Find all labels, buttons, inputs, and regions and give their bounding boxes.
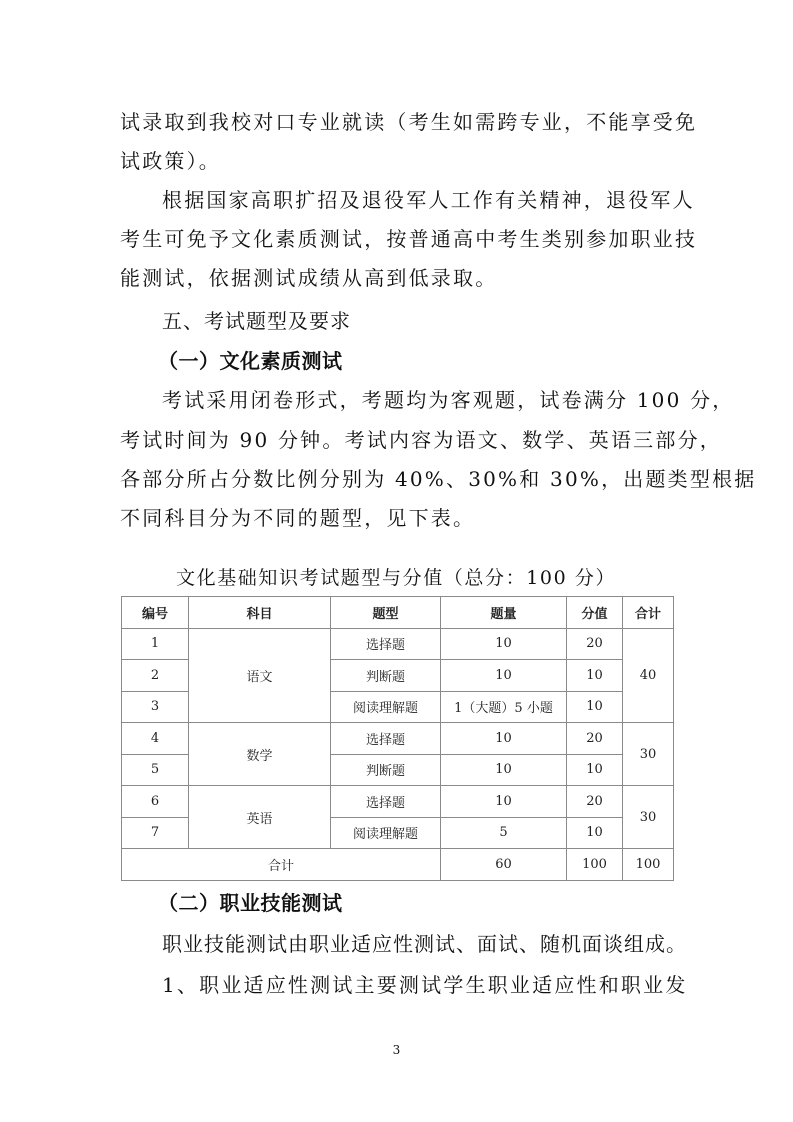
cell-count: 10 bbox=[441, 660, 567, 692]
paragraph-line: 不同科目分为不同的题型，见下表。 bbox=[120, 506, 476, 530]
cell-count: 10 bbox=[441, 786, 567, 818]
header-subject: 科目 bbox=[189, 597, 331, 629]
page-number: 3 bbox=[392, 1043, 401, 1057]
footer-total: 100 bbox=[623, 849, 674, 881]
table-row bbox=[122, 723, 674, 755]
footer-score: 100 bbox=[567, 849, 623, 881]
cell-subject: 英语 bbox=[189, 786, 331, 849]
cell-score: 20 bbox=[567, 723, 623, 755]
cell-score: 20 bbox=[567, 628, 623, 660]
cell-count: 10 bbox=[441, 723, 567, 755]
cell-type: 判断题 bbox=[331, 754, 441, 786]
header-count: 题量 bbox=[441, 597, 567, 629]
cell-score: 10 bbox=[567, 754, 623, 786]
cell-no: 7 bbox=[122, 817, 189, 849]
cell-type: 选择题 bbox=[331, 628, 441, 660]
paragraph-line: 1、职业适应性测试主要测试学生职业适应性和职业发 bbox=[162, 973, 688, 997]
table-caption: 文化基础知识考试题型与分值（总分：100 分） bbox=[176, 567, 617, 589]
paragraph-line: 根据国家高职扩招及退役军人工作有关精神，退役军人 bbox=[162, 188, 695, 212]
cell-count: 1（大题）5 小题 bbox=[441, 691, 567, 723]
header-score: 分值 bbox=[567, 597, 623, 629]
paragraph-line: 职业技能测试由职业适应性测试、面试、随机面谈组成。 bbox=[162, 932, 687, 956]
cell-no: 5 bbox=[122, 754, 189, 786]
cell-subject: 语文 bbox=[189, 628, 331, 723]
header-type: 题型 bbox=[331, 597, 441, 629]
footer-count: 60 bbox=[441, 849, 567, 881]
cell-total: 30 bbox=[623, 786, 674, 849]
cell-type: 判断题 bbox=[331, 660, 441, 692]
cell-subject: 数学 bbox=[189, 723, 331, 786]
paragraph-line: 考生可免予文化素质测试，按普通高中考生类别参加职业技 bbox=[120, 227, 698, 251]
cell-score: 10 bbox=[567, 660, 623, 692]
exam-score-table bbox=[121, 596, 674, 881]
table-footer-row bbox=[122, 849, 674, 881]
cell-no: 4 bbox=[122, 723, 189, 755]
cell-type: 选择题 bbox=[331, 786, 441, 818]
cell-count: 5 bbox=[441, 817, 567, 849]
header-no: 编号 bbox=[122, 597, 189, 629]
cell-total: 40 bbox=[623, 628, 674, 723]
cell-no: 1 bbox=[122, 628, 189, 660]
cell-score: 20 bbox=[567, 786, 623, 818]
cell-no: 2 bbox=[122, 660, 189, 692]
cell-type: 选择题 bbox=[331, 723, 441, 755]
subsection-heading: （二）职业技能测试 bbox=[158, 891, 343, 915]
paragraph-line: 各部分所占分数比例分别为 40%、30%和 30%，出题类型根据 bbox=[120, 467, 757, 491]
cell-no: 6 bbox=[122, 786, 189, 818]
cell-count: 10 bbox=[441, 628, 567, 660]
cell-score: 10 bbox=[567, 691, 623, 723]
paragraph-line: 试政策）。 bbox=[120, 149, 221, 173]
paragraph-line: 试录取到我校对口专业就读（考生如需跨专业，不能享受免 bbox=[120, 110, 698, 134]
cell-type: 阅读理解题 bbox=[331, 691, 441, 723]
paragraph-line: 能测试，依据测试成绩从高到低录取。 bbox=[120, 266, 498, 290]
footer-label: 合计 bbox=[122, 849, 441, 881]
section-heading: 五、考试题型及要求 bbox=[162, 309, 351, 333]
table-header-row bbox=[122, 597, 674, 629]
cell-count: 10 bbox=[441, 754, 567, 786]
cell-score: 10 bbox=[567, 817, 623, 849]
paragraph-line: 考试时间为 90 分钟。考试内容为语文、数学、英语三部分， bbox=[120, 428, 722, 452]
table-row bbox=[122, 628, 674, 660]
cell-type: 阅读理解题 bbox=[331, 817, 441, 849]
table-row bbox=[122, 786, 674, 818]
cell-no: 3 bbox=[122, 691, 189, 723]
paragraph-line: 考试采用闭卷形式，考题均为客观题，试卷满分 100 分， bbox=[162, 388, 735, 412]
subsection-heading: （一）文化素质测试 bbox=[158, 349, 343, 373]
cell-total: 30 bbox=[623, 723, 674, 786]
header-total: 合计 bbox=[623, 597, 674, 629]
